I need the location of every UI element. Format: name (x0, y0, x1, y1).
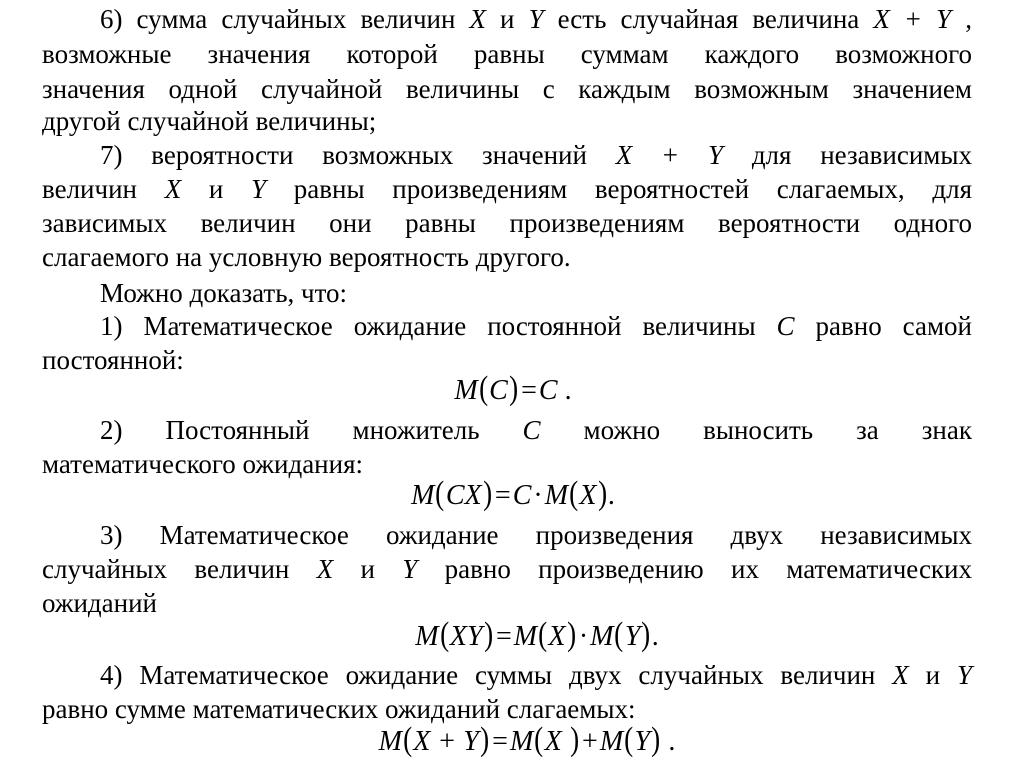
formula-expectation-constant: M(C) =C . (454, 370, 572, 407)
text-line: возможные значения которой равны суммам каждого возможного (42, 39, 972, 69)
formula-constant-factor: M(CX) =C·M(X). (411, 475, 615, 512)
text-line: величин X и Y равны произведениям вероятностей слагаемых, для (42, 174, 973, 204)
text-line: слагаемого на условную вероятность другого. (42, 242, 571, 272)
text-line: Можно доказать, что: (100, 278, 348, 308)
text-line: 6) сумма случайных величин X и Y есть случайная величина X + Y , (100, 4, 972, 34)
text-line: 7) вероятности возможных значений X + Y для независимых (100, 140, 973, 170)
text-line: 1) Математическое ожидание постоянной величины C равно самой (100, 311, 973, 341)
text-line: равно сумме математических ожиданий слагаемых: (42, 694, 636, 724)
text-line: случайных величин X и Y равно произведению их математических (42, 554, 972, 584)
text-line: 3) Математическое ожидание произведения двух независимых (100, 520, 972, 550)
formula-product-expectation: M(XY) =M(X) ·M(Y). (415, 616, 659, 653)
formula-sum-expectation: M(X + Y) =M(X ) +M(Y) . (378, 721, 676, 758)
text-line: 4) Математическое ожидание суммы двух случайных величин X и Y (100, 660, 972, 690)
text-line: 2) Постоянный множитель C можно выносить за знак (100, 415, 972, 445)
text-line: другой случайной величины; (42, 106, 377, 136)
text-line: зависимых величин они равны произведениям вероятности одного (42, 208, 972, 238)
text-line: постоянной: (42, 345, 184, 375)
text-line: математического ожидания: (42, 449, 363, 479)
document-page (42, 0, 972, 767)
text-line: значения одной случайной величины с каждым возможным значением (42, 74, 972, 104)
text-line: ожиданий (42, 588, 158, 618)
